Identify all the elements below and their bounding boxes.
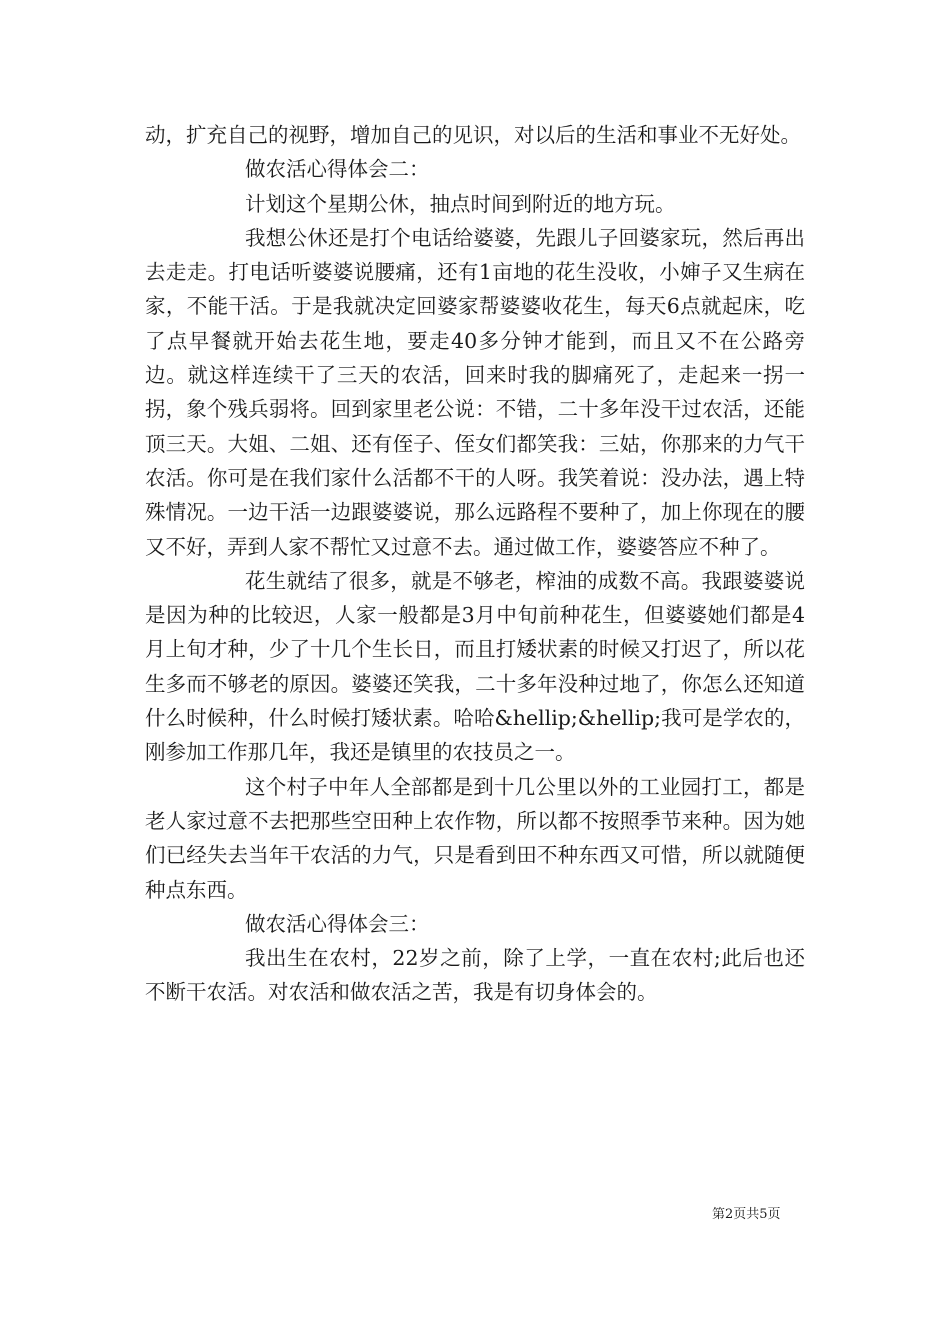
paragraph-3: 计划这个星期公休，抽点时间到附近的地方玩。 [245, 191, 676, 216]
section-heading-3: 做农活心得体会三： [245, 911, 430, 936]
document-body [145, 118, 805, 1010]
page-number-footer: 第2页共5页 [712, 1207, 781, 1222]
section-heading-2: 做农活心得体会二： [245, 157, 430, 182]
paragraph-8: 我出生在农村，22岁之前，除了上学，一直在农村;此后也还不断干农活。对农活和做农活之苦，我是有切身体会的。 [145, 946, 805, 1005]
paragraph-6: 这个村子中年人全部都是到十几公里以外的工业园打工，都是老人家过意不去把那些空田种上农作物，所以都不按照季节来种。因为她们已经失去当年干农活的力气，只是看到田不种东西又可惜，所以就随便种点东西。 [145, 774, 805, 902]
paragraph-4: 我想公休还是打个电话给婆婆，先跟儿子回婆家玩，然后再出去走走。打电话听婆婆说腰痛，还有1亩地的花生没收，小婶子又生病在家，不能干活。于是我就决定回婆家帮婆婆收花生，每天6点就起床，吃了点早餐就开始去花生地，要走40多分钟才能到，而且又不在公路旁边。就这样连续干了三天的农活，回来时我的脚痛死了，走起来一拐一拐，象个残兵弱将。回到家里老公说：不错，二十多年没干过农活，还能顶三天。大姐、二姐、还有侄子、侄女们都笑我：三姑，你那来的力气干农活。你可是在我们家什么活都不干的人呀。我笑着说：没办法，遇上特殊情况。一边干活一边跟婆婆说，那么远路程不要种了，加上你现在的腰又不好，弄到人家不帮忙又过意不去。通过做工作，婆婆答应不种了。 [145, 225, 805, 559]
paragraph-5: 花生就结了很多，就是不够老，榨油的成数不高。我跟婆婆说是因为种的比较迟，人家一般都是3月中旬前种花生，但婆婆她们都是4月上旬才种，少了十几个生长日，而且打矮状素的时候又打迟了，所以花生多而不够老的原因。婆婆还笑我，二十多年没种过地了，你怎么还知道什么时候种，什么时候打矮状素。哈哈&hellip;&hellip;我可是学农的，刚参加工作那几年，我还是镇里的农技员之一。 [145, 568, 805, 765]
paragraph-1: 动，扩充自己的视野，增加自己的见识，对以后的生活和事业不无好处。 [145, 123, 801, 147]
